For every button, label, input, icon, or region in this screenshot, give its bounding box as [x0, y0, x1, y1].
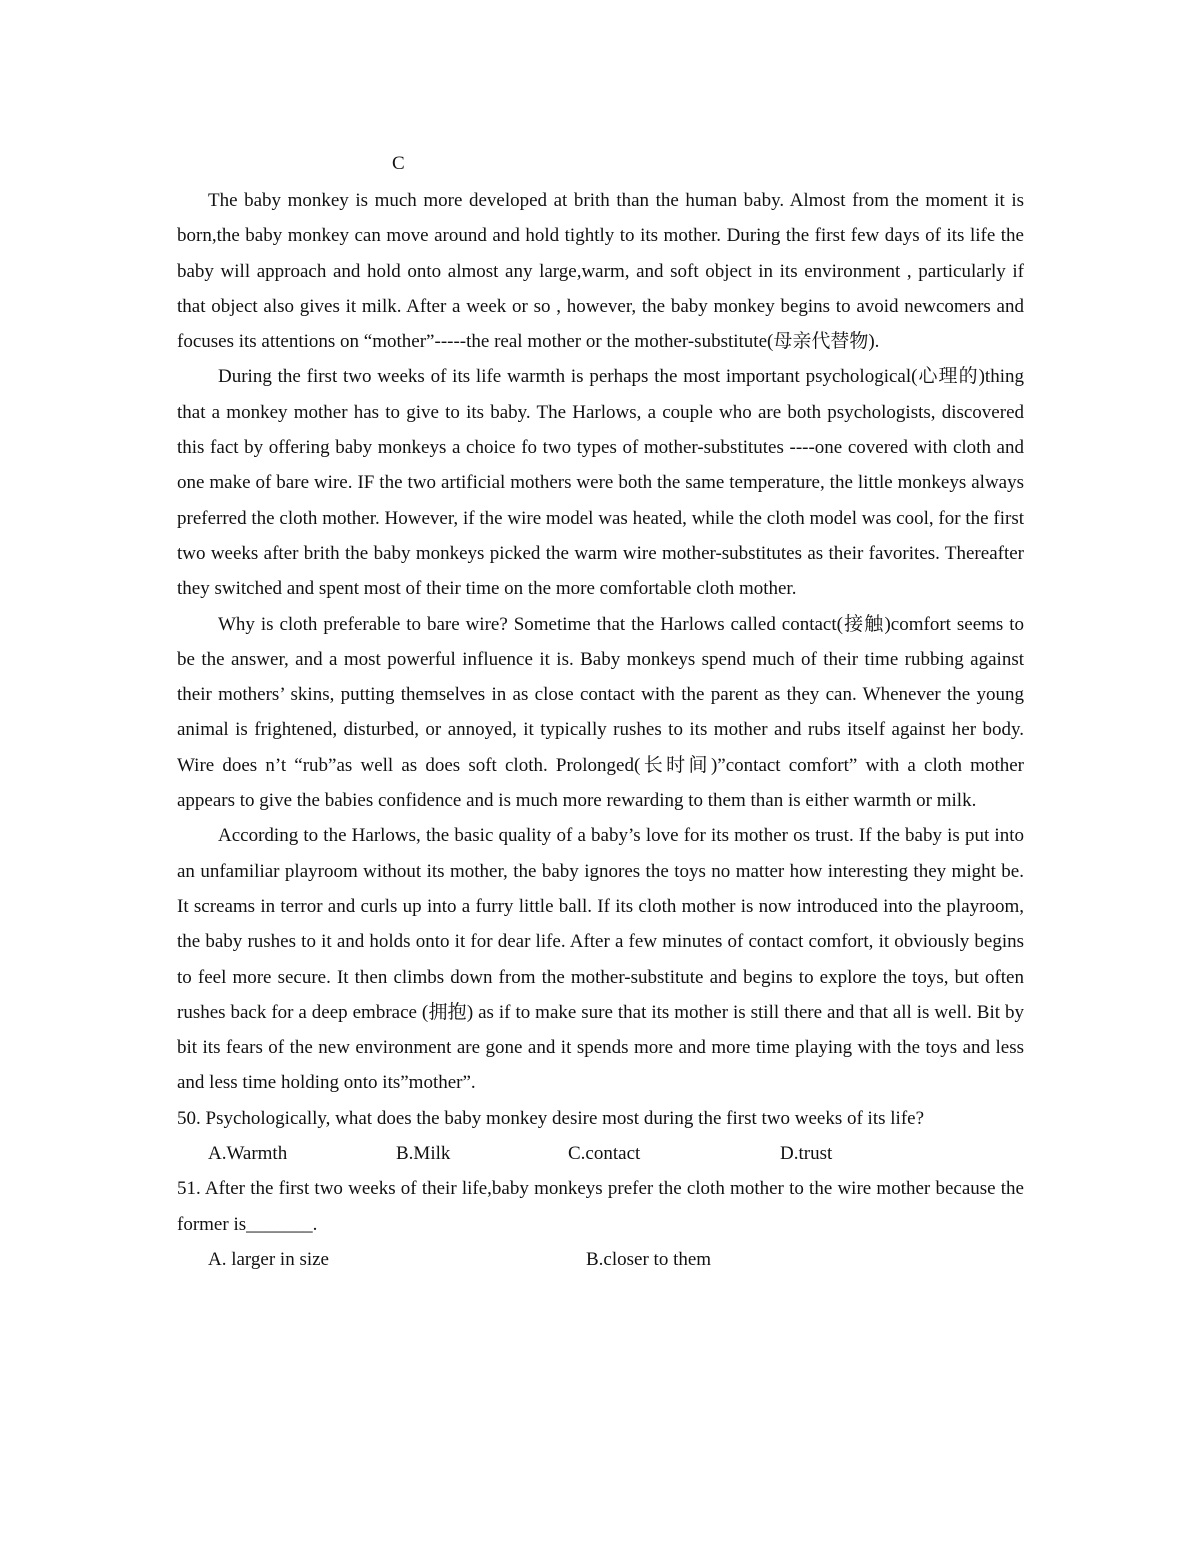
- question-50-options: [177, 1136, 1024, 1171]
- question-51-option-a: A. larger in size: [208, 1248, 329, 1270]
- passage-paragraph-3: Why is cloth preferable to bare wire? Sometime that the Harlows called contact(接触)comfort seems to be the answer, and a most powerful influence it is. Baby monkeys spend much of their time rubbing against their mothers’ skins, putting themselves in as close contact with the parent as they can. Whenever the young animal is frightened, disturbed, or annoyed, it typically rushes to its mother and rubs itself against her body. Wire does n’t “rub”as well as does soft cloth. Prolonged(长时间)”contact comfort” with a cloth mother appears to give the babies confidence and is much more rewarding to them than is either warmth or milk.: [177, 613, 1024, 812]
- question-51: [177, 1171, 1024, 1277]
- reading-passage: [177, 183, 1024, 1277]
- question-51-options: [177, 1242, 1024, 1277]
- passage-paragraph-4: According to the Harlows, the basic quality of a baby’s love for its mother os trust. If the baby is put into an unfamiliar playroom without its mother, the baby ignores the toys no matter how interesting they might be. It screams in terror and curls up into a furry little ball. If its cloth mother is now introduced into the playroom, the baby rushes to it and holds onto it for dear life. After a few minutes of contact comfort, it obviously begins to feel more secure. It then climbs down from the mother-substitute and begins to explore the toys, but often rushes back for a deep embrace (拥抱) as if to make sure that its mother is still there and that all is well. Bit by bit its fears of the new environment are gone and it spends more and more time playing with the toys and less and less time holding onto its”mother”.: [177, 825, 1024, 1094]
- passage-paragraph-2: During the first two weeks of its life warmth is perhaps the most important psychological(心理的)thing that a monkey mother has to give to its baby. The Harlows, a couple who are both psychologists, discovered this fact by offering baby monkeys a choice fo two types of mother-substitutes ----one covered with cloth and one make of bare wire. IF the two artificial mothers were both the same temperature, the little monkeys always preferred the cloth mother. However, if the wire model was heated, while the cloth model was cool, for the first two weeks after brith the baby monkeys picked the warm wire mother-substitutes as their favorites. Thereafter they switched and spent most of their time on the more comfortable cloth mother.: [177, 366, 1024, 600]
- section-heading: C: [392, 153, 405, 174]
- passage-paragraph-1: The baby monkey is much more developed at brith than the human baby. Almost from the moment it is born,the baby monkey can move around and hold tightly to its mother. During the first few days of its life the baby will approach and hold onto almost any large,warm, and soft object in its environment , particularly if that object also gives it milk. After a week or so , however, the baby monkey begins to avoid newcomers and focuses its attentions on “mother”-----the real mother or the mother-substitute(母亲代替物).: [177, 190, 1024, 353]
- question-51-stem: 51. After the first two weeks of their life,baby monkeys prefer the cloth mother to the wire mother because the former is_______.: [177, 1178, 1024, 1235]
- question-50: [177, 1101, 1024, 1172]
- question-50-option-c: C.contact: [568, 1143, 641, 1165]
- question-51-option-b: B.closer to them: [586, 1248, 712, 1270]
- question-50-option-b: B.Milk: [396, 1143, 451, 1165]
- question-50-stem: 50. Psychologically, what does the baby monkey desire most during the first two weeks of its life?: [177, 1107, 925, 1129]
- question-50-option-d: D.trust: [780, 1143, 833, 1165]
- question-50-option-a: A.Warmth: [208, 1143, 288, 1165]
